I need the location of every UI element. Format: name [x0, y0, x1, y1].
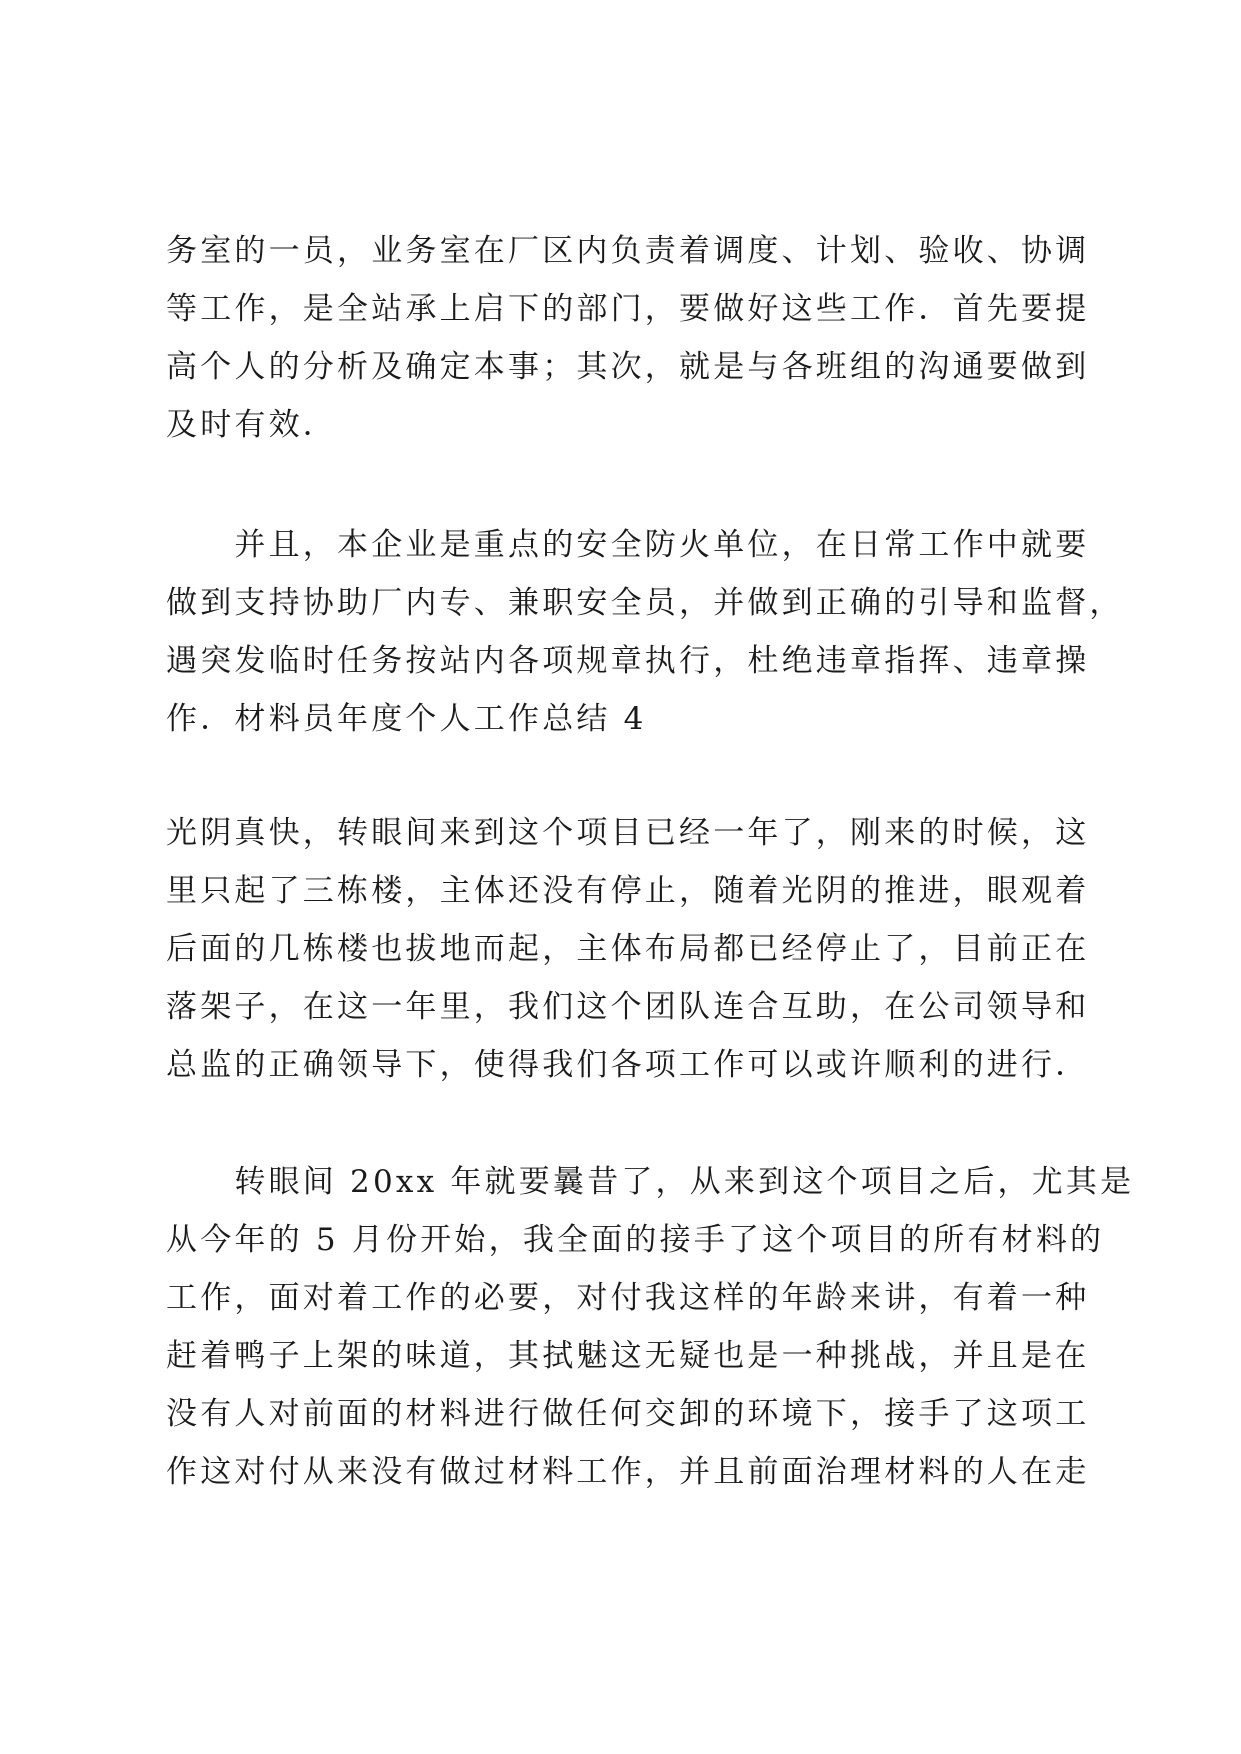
- text-line: 后面的几栋楼也拔地而起，主体布局都已经停止了，目前正在: [166, 931, 1090, 967]
- text-line: 等工作，是全站承上启下的部门，要做好这些工作．首先要提: [166, 291, 1090, 327]
- text-line: 光阴真快，转眼间来到这个项目已经一年了，刚来的时候，这: [166, 815, 1090, 851]
- text-line: 高个人的分析及确定本事；其次，就是与各班组的沟通要做到: [166, 349, 1090, 385]
- text-line: 没有人对前面的材料进行做任何交卸的环境下，接手了这项工: [166, 1396, 1090, 1432]
- text-line: 落架子，在这一年里，我们这个团队连合互助，在公司领导和: [166, 989, 1090, 1025]
- text-line: 转眼间 20xx 年就要曩昔了，从来到这个项目之后，尤其是: [166, 1164, 1135, 1200]
- text-line: 做到支持协助厂内专、兼职安全员，并做到正确的引导和监督，: [166, 585, 1124, 621]
- text-line: 赶着鸭子上架的味道，其拭魅这无疑也是一种挑战，并且是在: [166, 1338, 1090, 1374]
- text-line: 里只起了三栋楼，主体还没有停止，随着光阴的推进，眼观着: [166, 873, 1090, 909]
- text-line: 作这对付从来没有做过材料工作，并且前面治理材料的人在走: [166, 1454, 1090, 1490]
- text-line: 工作，面对着工作的必要，对付我这样的年龄来讲，有着一种: [166, 1280, 1090, 1316]
- text-line: 及时有效．: [166, 407, 337, 443]
- text-line: 并且，本企业是重点的安全防火单位，在日常工作中就要: [166, 527, 1090, 563]
- text-line: 遇突发临时任务按站内各项规章执行，杜绝违章指挥、违章操: [166, 643, 1090, 679]
- text-line: 作．材料员年度个人工作总结 4: [166, 701, 647, 737]
- text-line: 总监的正确领导下，使得我们各项工作可以或许顺利的进行．: [166, 1047, 1090, 1083]
- text-line: 从今年的 5 月份开始，我全面的接手了这个项目的所有材料的: [166, 1222, 1105, 1258]
- text-line: 务室的一员，业务室在厂区内负责着调度、计划、验收、协调: [166, 233, 1090, 269]
